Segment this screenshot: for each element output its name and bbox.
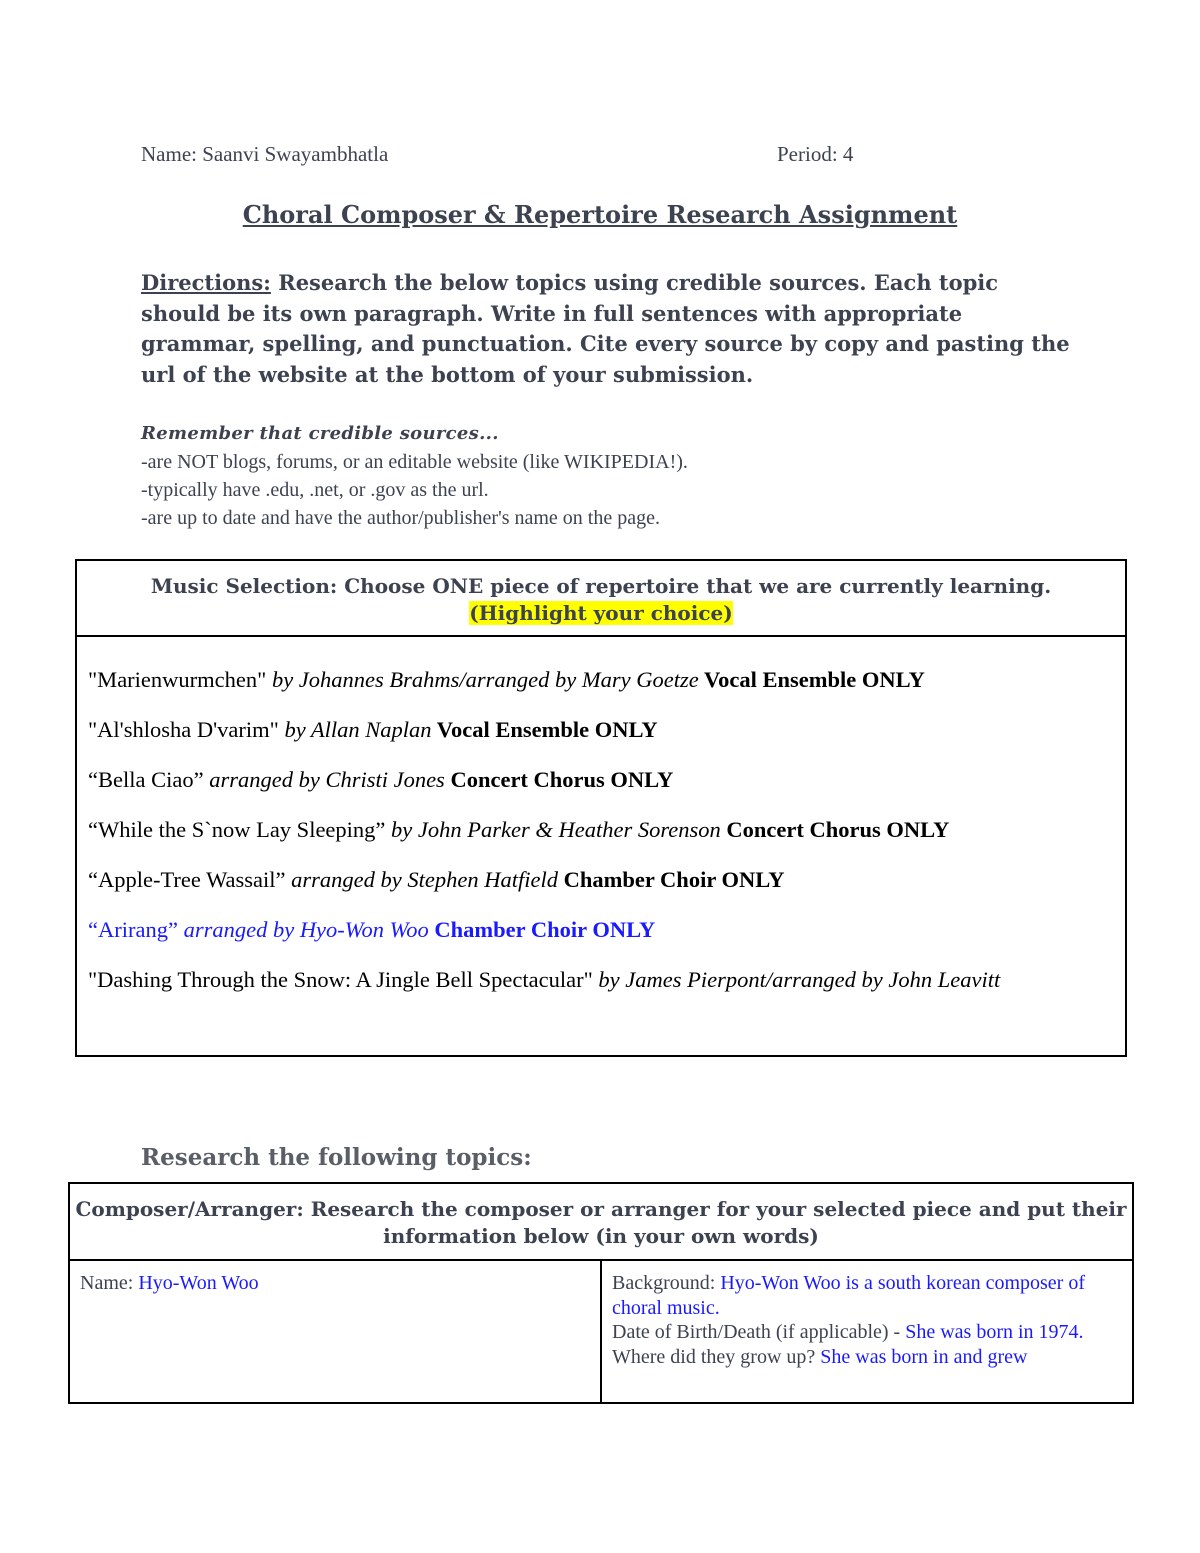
music-selection-heading <box>77 561 1125 637</box>
piece-title: "Dashing Through the Snow: A Jingle Bell Spectacular" <box>88 967 599 992</box>
directions-label: Directions: <box>141 270 271 295</box>
name-label: Name: <box>80 1272 139 1294</box>
directions <box>141 268 1071 390</box>
highlight-note: (Highlight your choice) <box>469 601 733 625</box>
piece-title: "Marienwurmchen" <box>88 667 272 692</box>
name-value: Hyo-Won Woo <box>138 1272 259 1294</box>
piece-title: “Arirang” <box>88 917 184 942</box>
remember-heading: Remember that credible sources... <box>141 423 499 444</box>
credible-sources-note <box>141 420 1041 532</box>
music-selection-instruction: Music Selection: Choose ONE piece of repertoire that we are currently learning. <box>150 574 1052 598</box>
piece-credit: by Johannes Brahms/arranged by Mary Goetze <box>271 667 699 692</box>
remember-item: -typically have .edu, .net, or .gov as the url. <box>141 479 489 501</box>
piece-group: Vocal Ensemble ONLY <box>698 667 925 692</box>
composer-research-table <box>68 1182 1134 1404</box>
piece-title: “Bella Ciao” <box>88 767 210 792</box>
piece-credit: arranged by Christi Jones <box>209 767 445 792</box>
piece-credit: arranged by Hyo-Won Woo <box>183 917 429 942</box>
piece-group: Chamber Choir ONLY <box>428 917 656 942</box>
background-cell[interactable] <box>602 1261 1132 1402</box>
composer-table-heading: Composer/Arranger: Research the composer or arranger for your selected piece and put their information below (in your own words) <box>70 1184 1132 1261</box>
remember-item: -are up to date and have the author/publisher's name on the page. <box>141 507 660 529</box>
grow-label: Where did they grow up? <box>612 1345 821 1368</box>
piece-item[interactable] <box>88 867 1125 893</box>
dob-label: Date of Birth/Death (if applicable) - <box>612 1321 906 1343</box>
period: Period: 4 <box>777 142 854 166</box>
piece-item-selected[interactable] <box>88 917 1125 943</box>
piece-title: "Al'shlosha D'varim" <box>88 717 285 742</box>
piece-item[interactable] <box>88 967 1125 993</box>
grow-value: She was born in and grew <box>820 1345 1028 1368</box>
piece-group: Chamber Choir ONLY <box>557 867 785 892</box>
piece-item[interactable] <box>88 717 1125 743</box>
dob-value: She was born in 1974. <box>905 1321 1084 1343</box>
directions-text: Research the below topics using credible sources. Each topic should be its own paragraph. Write in full sentences with appropriate grammar, spelling, and punctuation. Cite every source by copy and pasting the url of the website at the bottom of your submission. <box>141 270 1070 387</box>
piece-group: Concert Chorus ONLY <box>720 817 950 842</box>
piece-title: “Apple-Tree Wassail” <box>88 867 292 892</box>
piece-credit: by John Parker & Heather Sorenson <box>391 817 721 842</box>
student-name: Name: Saanvi Swayambhatla <box>141 142 389 166</box>
piece-credit: arranged by Stephen Hatfield <box>291 867 558 892</box>
piece-item[interactable] <box>88 817 1125 843</box>
piece-item[interactable] <box>88 767 1125 793</box>
piece-item[interactable] <box>88 667 1125 693</box>
piece-group: Concert Chorus ONLY <box>444 767 674 792</box>
piece-group: Vocal Ensemble ONLY <box>431 717 658 742</box>
piece-list <box>77 637 1125 993</box>
background-value: Hyo-Won Woo is a south korean composer of choral music. <box>612 1272 1085 1319</box>
piece-credit: by Allan Naplan <box>284 717 432 742</box>
music-selection-table <box>75 559 1127 1057</box>
piece-title: “While the S`now Lay Sleeping” <box>88 817 392 842</box>
piece-credit: by James Pierpont/arranged by John Leavitt <box>598 967 1001 992</box>
research-heading: Research the following topics: <box>141 1144 532 1171</box>
name-cell[interactable] <box>70 1261 602 1402</box>
page-title: Choral Composer & Repertoire Research Assignment <box>242 200 958 229</box>
remember-item: -are NOT blogs, forums, or an editable website (like WIKIPEDIA!). <box>141 451 688 473</box>
background-label: Background: <box>612 1272 721 1294</box>
